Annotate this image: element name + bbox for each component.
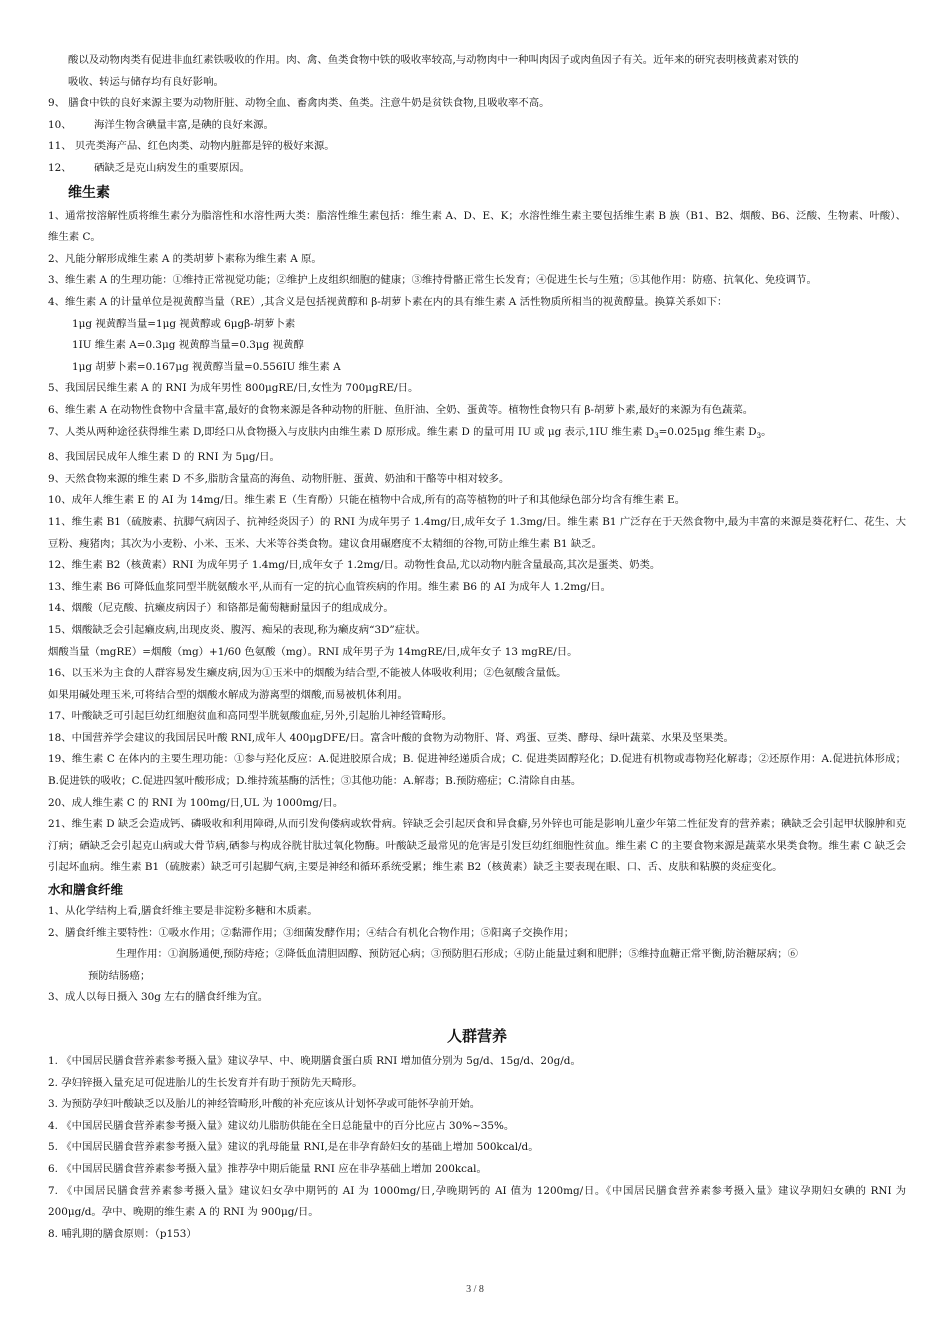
vitamin-item-4: 4、维生素 A 的计量单位是视黄醇当量（RE）,其含义是包括视黄醇和 β-胡萝卜素在内的具有维生素 A 活性物质所相当的视黄醇量。换算关系如下：: [48, 295, 728, 308]
vitamin-item-5: 5、我国居民维生素 A 的 RNI 为成年男性 800μgRE/日,女性为 700μgRE/日。: [48, 382, 419, 395]
list-number: 12、: [48, 161, 72, 174]
list-item-12: [48, 158, 906, 180]
conversion-line-2: 1IU 维生素 A=0.3μg 视黄醇当量=0.3μg 视黄醇: [72, 339, 304, 352]
list-item-10: [48, 115, 906, 137]
niacin-equivalent-note: 烟酸当量（mgRE）=烟酸（mg）+1/60 色氨酸（mg）。RNI 成年男子为 14mgRE/日,成年女子 13 mgRE/日。: [48, 645, 578, 658]
list-item-9: 9、 膳食中铁的良好来源主要为动物肝脏、动物全血、畜禽肉类、鱼类。注意牛奶是贫铁食物,且吸收率不高。: [48, 97, 550, 110]
text-run: 。: [761, 425, 772, 438]
fiber-physiology-cont: 预防结肠癌；: [88, 969, 151, 982]
subscript: 3: [756, 431, 762, 440]
vitamin-item-15: 15、烟酸缺乏会引起癞皮病,出现皮炎、腹泻、痴呆的表现,称为癞皮病“3D”症状。: [48, 623, 426, 636]
conversion-line-3: 1μg 胡萝卜素=0.167μg 视黄醇当量=0.556IU 维生素 A: [72, 360, 341, 373]
population-item-7: 7. 《中国居民膳食营养素参考摄入量》建议妇女孕中期钙的 AI 为 1000mg/日,孕晚期钙的 AI 值为 1200mg/日。《中国居民膳食营养素参考摄入量》建议孕期妇女碘的 RNI 为 200μg/d。孕中、晚期的维生素 A 的 RNI 为 900μg/日。: [48, 1184, 906, 1219]
page-number: 3 / 8: [466, 1284, 484, 1295]
vitamin-item-20: 20、成人维生素 C 的 RNI 为 100mg/日,UL 为 1000mg/日。: [48, 796, 344, 809]
vitamin-item-13: 13、维生素 B6 可降低血浆同型半胱氨酸水平,从而有一定的抗心血管疾病的作用。维生素 B6 的 AI 为成年人 1.2mg/日。: [48, 580, 612, 593]
vitamin-item-1: 1、通常按溶解性质将维生素分为脂溶性和水溶性两大类：脂溶性维生素包括：维生素 A、D、E、K；水溶性维生素主要包括维生素 B 族（B1、B2、烟酸、B6、泛酸、生物素、叶酸）、维生素 C。: [48, 209, 906, 244]
vitamin-item-19: 19、维生素 C 在体内的主要生理功能：①参与羟化反应：A.促进胶原合成；B. 促进神经递质合成；C. 促进类固醇羟化；D.促进有机物或毒物羟化解毒；②还原作用：A.促进抗体形成；B.促进铁的吸收；C.促进四氢叶酸形成；D.维持巯基酶的活性；③其他功能：A.解毒；B.预防癌症；C.清除自由基。: [48, 753, 906, 788]
document-page: [48, 50, 906, 1245]
list-number: 10、: [48, 118, 72, 131]
paragraph-iron-continued-2: 吸收、转运与储存均有良好影响。: [68, 75, 224, 88]
population-item-6: 6. 《中国居民膳食营养素参考摄入量》推荐孕中期后能量 RNI 应在非孕基础上增加 200kcal。: [48, 1162, 487, 1175]
vitamin-item-8: 8、我国居民成年人维生素 D 的 RNI 为 5μg/日。: [48, 451, 280, 464]
list-text: 硒缺乏是克山病发生的重要原因。: [94, 161, 250, 174]
paragraph-iron-continued-1: 酸以及动物肉类有促进非血红素铁吸收的作用。肉、禽、鱼类食物中铁的吸收率较高,与动物肉中一种叫肉因子或肉鱼因子有关。近年来的研究表明核黄素对铁的: [68, 54, 799, 66]
population-item-4: 4. 《中国居民膳食营养素参考摄入量》建议幼儿脂肪供能在全日总能量中的百分比应占 30%~35%。: [48, 1119, 515, 1132]
vitamin-item-16: 16、以玉米为主食的人群容易发生癞皮病,因为①玉米中的烟酸为结合型,不能被人体吸收利用；②色氨酸含量低。: [48, 667, 567, 680]
vitamin-item-9: 9、天然食物来源的维生素 D 不多,脂肪含量高的海鱼、动物肝脏、蛋黄、奶油和干酪等中相对较多。: [48, 472, 510, 485]
list-text: 海洋生物含碘量丰富,是碘的良好来源。: [94, 118, 274, 131]
vitamin-item-12: 12、维生素 B2（核黄素）RNI 为成年男子 1.4mg/日,成年女子 1.2mg/日。动物性食品,尤以动物内脏含量最高,其次是蛋类、奶类。: [48, 559, 661, 572]
vitamin-item-6: 6、维生素 A 在动物性食物中含量丰富,最好的食物来源是各种动物的肝脏、鱼肝油、全奶、蛋黄等。植物性食物只有 β-胡萝卜素,最好的来源为有色蔬菜。: [48, 403, 754, 416]
conversion-line-1: 1μg 视黄醇当量=1μg 视黄醇或 6μgβ-胡萝卜素: [72, 317, 296, 330]
vitamin-item-3: 3、维生素 A 的生理功能：①维持正常视觉功能；②维护上皮组织细胞的健康；③维持骨骼正常生长发育；④促进生长与生殖；⑤其他作用：防癌、抗氧化、免疫调节。: [48, 274, 817, 287]
vitamin-item-17: 17、叶酸缺乏可引起巨幼红细胞贫血和高同型半胱氨酸血症,另外,引起胎儿神经管畸形。: [48, 710, 453, 723]
vitamin-item-18: 18、中国营养学会建议的我国居民叶酸 RNI,成年人 400μgDFE/日。富含叶酸的食物为动物肝、肾、鸡蛋、豆类、酵母、绿叶蔬菜、水果及坚果类。: [48, 731, 734, 744]
vitamin-item-11: 11、维生素 B1（硫胺素、抗脚气病因子、抗神经炎因子）的 RNI 为成年男子 1.4mg/日,成年女子 1.3mg/日。维生素 B1 广泛存在于天然食物中,最为丰富的来源是葵花籽仁、花生、大豆粉、瘦猪肉；其次为小麦粉、小米、玉米、大米等谷类食物。建议食用碾磨度不太精细的谷物,可防止维生素 B1 缺乏。: [48, 515, 906, 550]
text-run: 7、人类从两种途径获得维生素 D,即经口从食物摄入与皮肤内由维生素 D 原形成。维生素 D 的量可用 IU 或 μg 表示,1IU 维生素 D: [48, 425, 655, 438]
alkali-treatment-note: 如果用碱处理玉米,可将结合型的烟酸水解成为游离型的烟酸,而易被机体利用。: [48, 688, 408, 701]
list-item-11: 11、 贝壳类海产品、红色肉类、动物内脏都是锌的极好来源。: [48, 140, 335, 153]
fiber-item-2: 2、膳食纤维主要特性：①吸水作用；②黏滞作用；③细菌发酵作用；④结合有机化合物作用；⑤阳离子交换作用；: [48, 926, 575, 939]
vitamin-item-10: 10、成年人维生素 E 的 AI 为 14mg/日。维生素 E（生育酚）只能在植物中合成,所有的高等植物的叶子和其他绿色部分均含有维生素 E。: [48, 494, 686, 507]
vitamin-item-2: 2、凡能分解形成维生素 A 的类胡萝卜素称为维生素 A 原。: [48, 252, 322, 265]
population-item-1: 1. 《中国居民膳食营养素参考摄入量》建议孕早、中、晚期膳食蛋白质 RNI 增加值分别为 5g/d、15g/d、20g/d。: [48, 1055, 581, 1068]
vitamin-item-14: 14、烟酸（尼克酸、抗癞皮病因子）和铬都是葡萄糖耐量因子的组成成分。: [48, 602, 394, 615]
population-item-3: 3. 为预防孕妇叶酸缺乏以及胎儿的神经管畸形,叶酸的补充应该从计划怀孕或可能怀孕前开始。: [48, 1098, 481, 1111]
population-item-5: 5. 《中国居民膳食营养素参考摄入量》建议的乳母能量 RNI,是在非孕育龄妇女的基础上增加 500kcal/d。: [48, 1141, 539, 1154]
section-heading-fiber: 水和膳食纤维: [48, 882, 124, 898]
text-run: =0.025μg 维生素 D: [658, 425, 757, 438]
population-item-8: 8. 哺乳期的膳食原则：（p153）: [48, 1227, 197, 1240]
section-heading-population: 人群营养: [446, 1027, 507, 1046]
vitamin-item-7: [48, 422, 906, 448]
fiber-physiology: 生理作用：①润肠通便,预防痔疮；②降低血清胆固醇、预防冠心病；③预防胆石形成；④防止能量过剩和肥胖；⑤维持血糖正常平衡,防治糖尿病；⑥: [116, 948, 798, 961]
population-item-2: 2. 孕妇锌摄入量充足可促进胎儿的生长发育并有助于预防先天畸形。: [48, 1076, 363, 1089]
vitamin-item-21: 21、维生素 D 缺乏会造成钙、磷吸收和利用障碍,从而引发佝偻病或软骨病。锌缺乏会引起厌食和异食癖,另外锌也可能是影响儿童少年第二性征发育的营养素；碘缺乏会引起甲状腺肿和克汀病；硒缺乏会引起克山病或大骨节病,硒参与构成谷胱甘肽过氧化物酶。叶酸缺乏最常见的危害是引发巨幼红细胞性贫血。维生素 C 的主要食物来源是蔬菜水果类食物。维生素 C 缺乏会引起坏血病。维生素 B1（硫胺素）缺乏可引起脚气病,主要是神经和循环系统受累；维生素 B2（核黄素）缺乏主要表现在眼、口、舌、皮肤和粘膜的炎症变化。: [48, 818, 906, 874]
fiber-item-3: 3、成人以每日摄入 30g 左右的膳食纤维为宜。: [48, 991, 269, 1004]
fiber-item-1: 1、从化学结构上看,膳食纤维主要是非淀粉多糖和木质素。: [48, 905, 318, 918]
subscript: 3: [654, 431, 659, 440]
section-heading-vitamins: 维生素: [68, 184, 110, 201]
